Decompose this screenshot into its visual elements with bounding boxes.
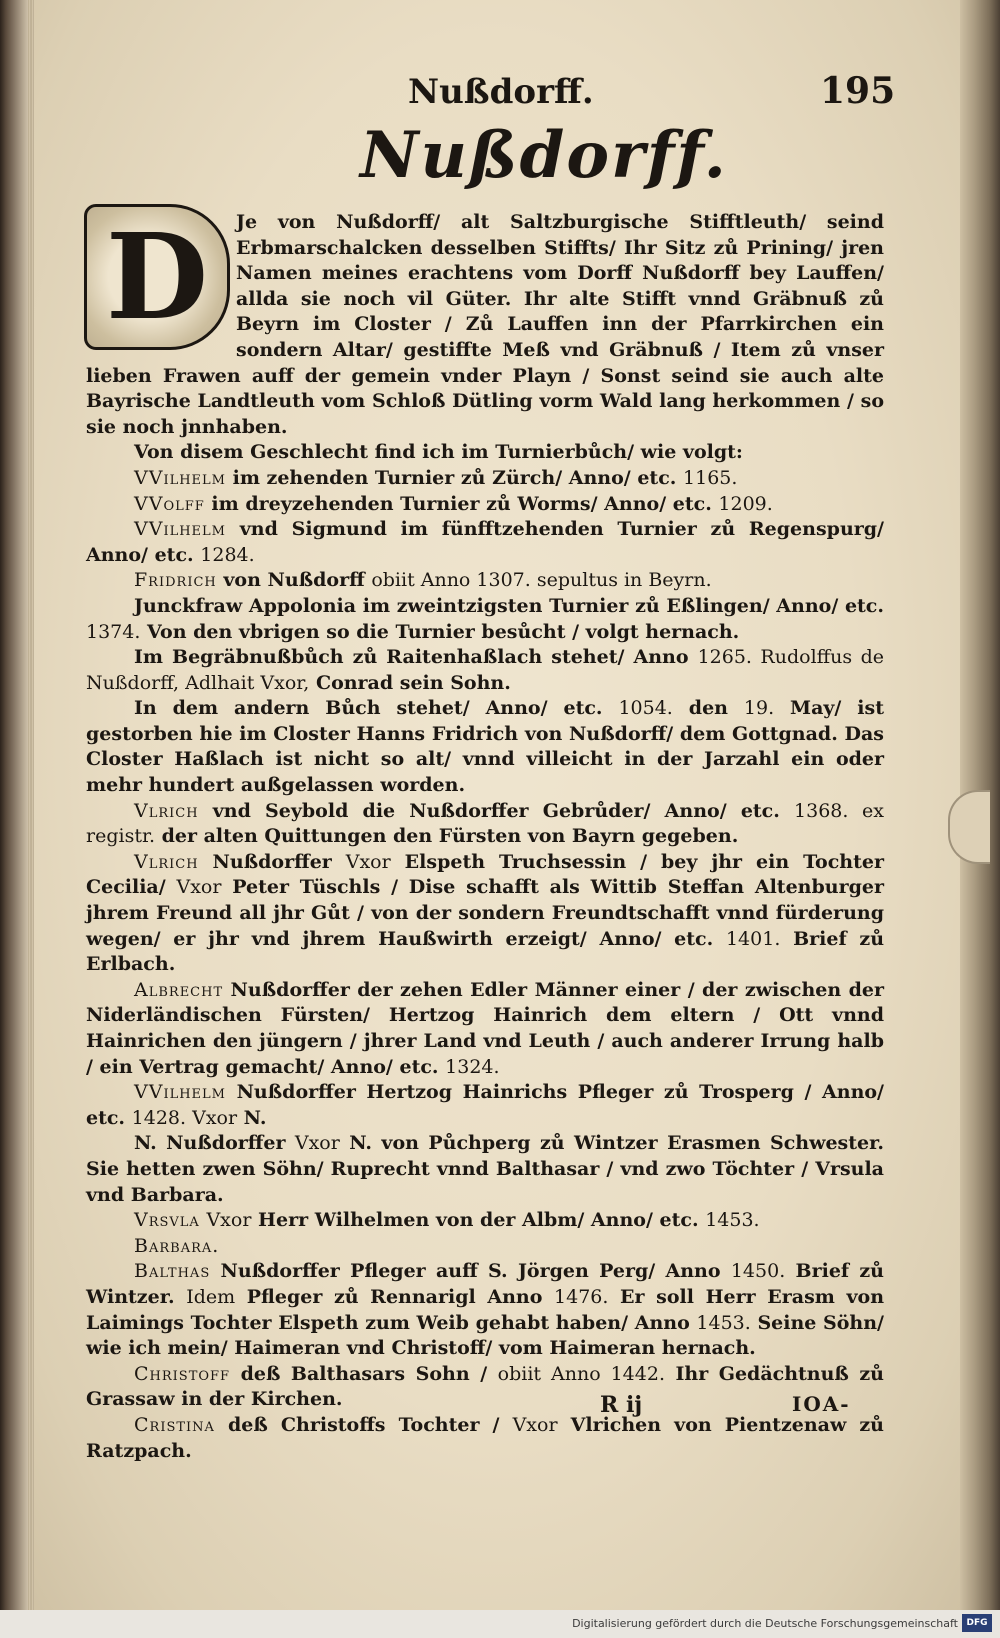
text-run: 1453. [696,1311,751,1334]
initial-spacer [86,210,236,338]
text-run: Vlrichen von Pientzenaw zů Ratzpach. [86,1413,884,1462]
name-caps: Fridrich [134,569,217,592]
text-run: In dem andern Bůch stehet/ Anno/ etc. [134,697,619,720]
paragraph [86,799,884,850]
name-caps: Albrecht [134,978,224,1001]
text-run: N. [237,1106,267,1129]
text-run: Elspeth Truchsessin / bey jhr ein Tochter Cecilia/ [86,850,884,899]
text-run: Im Begräbnußbůch zů Raitenhaßlach stehet/ Anno [134,646,698,669]
paragraph [86,568,884,594]
paragraph [86,466,884,492]
name-caps: Vrsvla [134,1209,200,1232]
text-run: obiit Anno 1307. sepultus in Beyrn. [371,569,712,592]
text-run: Peter Tüschls / Dise schafft als Wittib Steffan Altenburger jhrem Freund all jhr Gůt / von der sondern Freundtschafft vnnd fürderung wegen/ er jhr vnd jhrem Haußwirth erzeigt/ Anno/ etc. [86,876,884,950]
text-run: Je von Nußdorff/ alt Saltzburgische Stifftleuth/ seind Erbmarschalcken desselben Stiffts/ Ihr Sitz zů Prining/ jren Namen meines erachtens vom Dorff Nußdorff bey Lauffen/ allda sie noch vil Güter. Ihr alte Stifft vnnd Gräbnuß zů Beyrn im Closter / Zů Lauffen inn der Pfarrkirchen ein sondern Altar/ gestiffte Meß vnd Gräbnuß / Item zů vnser lieben Frawen auff der gemein vnder Playn / Sonst seind sie auch alte Bayrische Landtleuth vom Schloß Dütling vorm Wald lang herkommen / so sie noch jnnhaben. [86,211,884,438]
text-run: den [672,697,744,720]
text-run: Vxor [294,1132,340,1155]
paragraph [86,850,884,978]
text-run: 1450. [730,1260,786,1283]
text-run: Von disem Geschlecht find ich im Turnierbůch/ wie volgt: [134,441,743,464]
decorated-initial: D [84,204,230,350]
text-run: 1368. ex registr. [86,799,884,848]
text-run: Vxor [512,1413,558,1436]
name-caps: Barbara. [134,1234,220,1257]
text-run: N. von Půchperg zů Wintzer Erasmen Schwester. Sie hetten zwen Söhn/ Ruprecht vnnd Balthasar / vnd zwo Töchter / Vrsula vnd Barbara. [86,1132,884,1206]
paragraph [86,1413,884,1464]
page-number: 195 [820,70,896,112]
signature-mark: R ij [600,1392,643,1418]
text-run: 1209. [718,492,773,515]
name-caps: VVolff [134,492,205,515]
text-run: Er soll Herr Erasm von Laimings Tochter Elspeth zum Weib gehabt haben/ Anno [86,1285,885,1334]
text-run: Von den vbrigen so die Turnier besůcht / volgt hernach. [140,620,740,643]
text-run: May/ ist gestorben hie im Closter Hanns Fridrich von Nußdorff/ dem Gottgnad. Das Closter Haßlach ist nicht so alt/ vnnd villeicht in der Jarzahl ein oder mehr hundert außgelassen worden. [86,697,884,797]
text-run: 19. [743,697,775,720]
page-gutter [28,0,34,1610]
paragraph [86,1362,884,1413]
text-run: deß Christoffs Tochter / [214,1413,513,1436]
name-caps: Cristina [134,1413,215,1436]
text-run: Nußdorffer [198,850,346,873]
catchword: IOA- [792,1392,851,1416]
text-run: 1374. [86,620,141,643]
text-run: Brief zů Erlbach. [86,927,885,976]
text-run: Junckfraw Appolonia im zweintzigsten Turnier zů Eßlingen/ Anno/ etc. [134,594,884,617]
text-run: 1453. [705,1209,760,1232]
text-run: N. Nußdorffer [134,1132,295,1155]
text-run: von Nußdorff [216,569,372,592]
paragraph [86,1080,884,1131]
text-run: Nußdorffer der zehen Edler Männer einer / der zwischen der Niderländischen Fürsten/ Hertzog Hainrich dem eltern / Ott vnnd Hainrichen den jüngern / jhrer Land vnd Leuth / auch anderer Irrung halb / ein Vertrag gemacht/ Anno/ etc. [86,978,884,1078]
text-run: obiit Anno 1442. [497,1362,665,1385]
paragraph [86,1259,884,1361]
text-run: Vxor [206,1209,252,1232]
text-run: der alten Quittungen den Fürsten von Bayrn gegeben. [155,825,739,848]
paragraph [86,1234,884,1260]
text-run: Idem [186,1285,236,1308]
text-run: 1476. [554,1285,609,1308]
text-run: im zehenden Turnier zů Zürch/ Anno/ etc. [225,466,684,489]
text-run: Conrad sein Sohn. [309,671,511,694]
page-tab-clip [948,790,990,864]
paragraph [86,517,884,568]
text-run: deß Balthasars Sohn / [230,1362,498,1385]
text-run: Pfleger zů Rennarigl Anno [235,1285,555,1308]
name-caps: Balthas [134,1260,211,1283]
paragraph [86,645,884,696]
text-run: Brief zů Wintzer. [86,1260,884,1308]
text-run: vnd Sigmund im fünfftzehenden Turnier zů Regenspurg/ Anno/ etc. [86,518,884,566]
text-run: 1401. [725,927,781,950]
name-caps: VVilhelm [134,518,226,541]
text-run: vnd Seybold die Nußdorffer Gebrůder/ Anno/ etc. [198,799,795,822]
dfg-logo-icon: DFG [962,1614,992,1632]
paragraph [86,1131,884,1208]
text-run: Herr Wilhelmen von der Albm/ Anno/ etc. [251,1209,706,1232]
paragraph [86,978,884,1080]
text-run: 1265. Rudolffus de Nußdorff, Adlhait Vxor, [86,646,884,694]
text-run: Nußdorffer Pfleger auff S. Jörgen Perg/ Anno [210,1260,731,1283]
text-run: im dreyzehenden Turnier zů Worms/ Anno/ etc. [204,492,719,515]
text-run: Vxor [176,876,222,899]
name-caps: Vlrich [134,799,199,822]
section-title: Nußdorff. [360,118,728,193]
name-caps: Christoff [134,1362,231,1385]
body-text [86,210,884,1464]
text-run: Ihr Gedächtnuß zů Grassaw in der Kirchen. [86,1362,884,1411]
text-run: 1054. [618,697,673,720]
text-run: 1165. [683,466,738,489]
text-run: Seine Söhn/ wie ich mein/ Haimeran vnd Christoff/ vom Haimeran hernach. [86,1311,884,1360]
paragraph [86,492,884,518]
text-run: 1324. [445,1055,500,1078]
name-caps: VVilhelm [134,1081,226,1104]
text-run: Vxor [345,850,391,873]
digitization-credit: Digitalisierung gefördert durch die Deutsche Forschungsgemeinschaft [572,1617,958,1630]
paragraph [86,594,884,645]
paragraph [86,440,884,466]
name-caps: VVilhelm [134,466,226,489]
text-run: 1428. Vxor [131,1106,238,1129]
text-run: 1284. [200,543,255,566]
paragraph [86,1208,884,1234]
running-head: Nußdorff. [408,72,594,112]
name-caps: Vlrich [134,850,199,873]
text-run: Nußdorffer Hertzog Hainrichs Pfleger zů Trosperg / Anno/ etc. [86,1081,884,1129]
paragraph [86,696,884,798]
